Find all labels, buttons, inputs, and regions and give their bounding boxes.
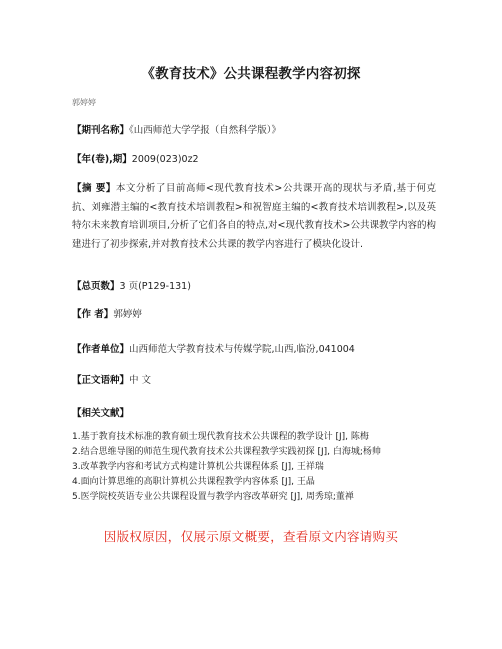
pages-label: 【总页数】 (72, 281, 120, 292)
journal-label: 【期刊名称】 (72, 125, 130, 136)
language-label: 【正文语种】 (72, 375, 130, 386)
references-list (72, 430, 452, 505)
author-label: 【作 者】 (72, 309, 114, 320)
reference-item[interactable]: 1.基于教育技术标准的教育硕士现代教育技术公共课程的教学设计 [J], 陈梅 (72, 432, 369, 442)
year-issue-value: 2009(023)0z2 (131, 154, 199, 165)
references-heading: 【相关文献】 (72, 408, 130, 419)
author-field (72, 308, 142, 322)
reference-item[interactable]: 3.改革教学内容和考试方式构建计算机公共课程体系 [J], 王祥瑞 (72, 462, 324, 472)
reference-item[interactable]: 5.医学院校英语专业公共课程设置与教学内容改革研究 [J], 周秀琼;董禅 (72, 492, 354, 502)
year-issue-field (72, 151, 436, 170)
language-value: 中 文 (129, 375, 152, 386)
abstract-label: 【摘 要】 (72, 183, 116, 194)
reference-item[interactable]: 4.面向计算思维的高职计算机公共课程教学内容体系 [J], 王晶 (72, 477, 315, 487)
pages-value: 3 页(P129-131) (119, 281, 191, 292)
abstract-field (72, 180, 436, 254)
abstract-text: 本文分析了目前高师<现代教育技术>公共课开高的现状与矛盾,基于何克抗、刘雍潜主编的<教育技术培训教程>和祝智庭主编的<教育技术培训教程>,以及英特尔未来教育培训项目,分析了它们各自的特点,对<现代教育技术>公共课教学内容的构建进行了初步探索,并对教育技术公共课的教学内容进行了模块化设计. (72, 183, 436, 250)
document-title: 《教育技术》公共课程教学内容初探 (141, 66, 361, 82)
journal-value: 《山西师范大学学报（自然科学版）》 (129, 125, 282, 136)
author-value: 郭婷婷 (113, 309, 142, 320)
reference-item[interactable]: 2.结合思维导图的师范生现代教育技术公共课程教学实践初探 [J], 白海城;杨帅 (72, 447, 381, 457)
language-field (72, 374, 151, 388)
year-issue-label: 【年(卷),期】 (72, 154, 132, 165)
journal-field (72, 124, 281, 138)
affiliation-label: 【作者单位】 (72, 344, 130, 355)
copyright-notice[interactable]: 因版权原因，仅展示原文概要，查看原文内容请购买 (103, 529, 399, 544)
pages-field (72, 280, 191, 294)
affiliation-value: 山西师范大学教育技术与传媒学院,山西,临汾,041004 (129, 344, 355, 355)
author-byline: 郭婷婷 (72, 98, 96, 107)
affiliation-field (72, 343, 355, 357)
